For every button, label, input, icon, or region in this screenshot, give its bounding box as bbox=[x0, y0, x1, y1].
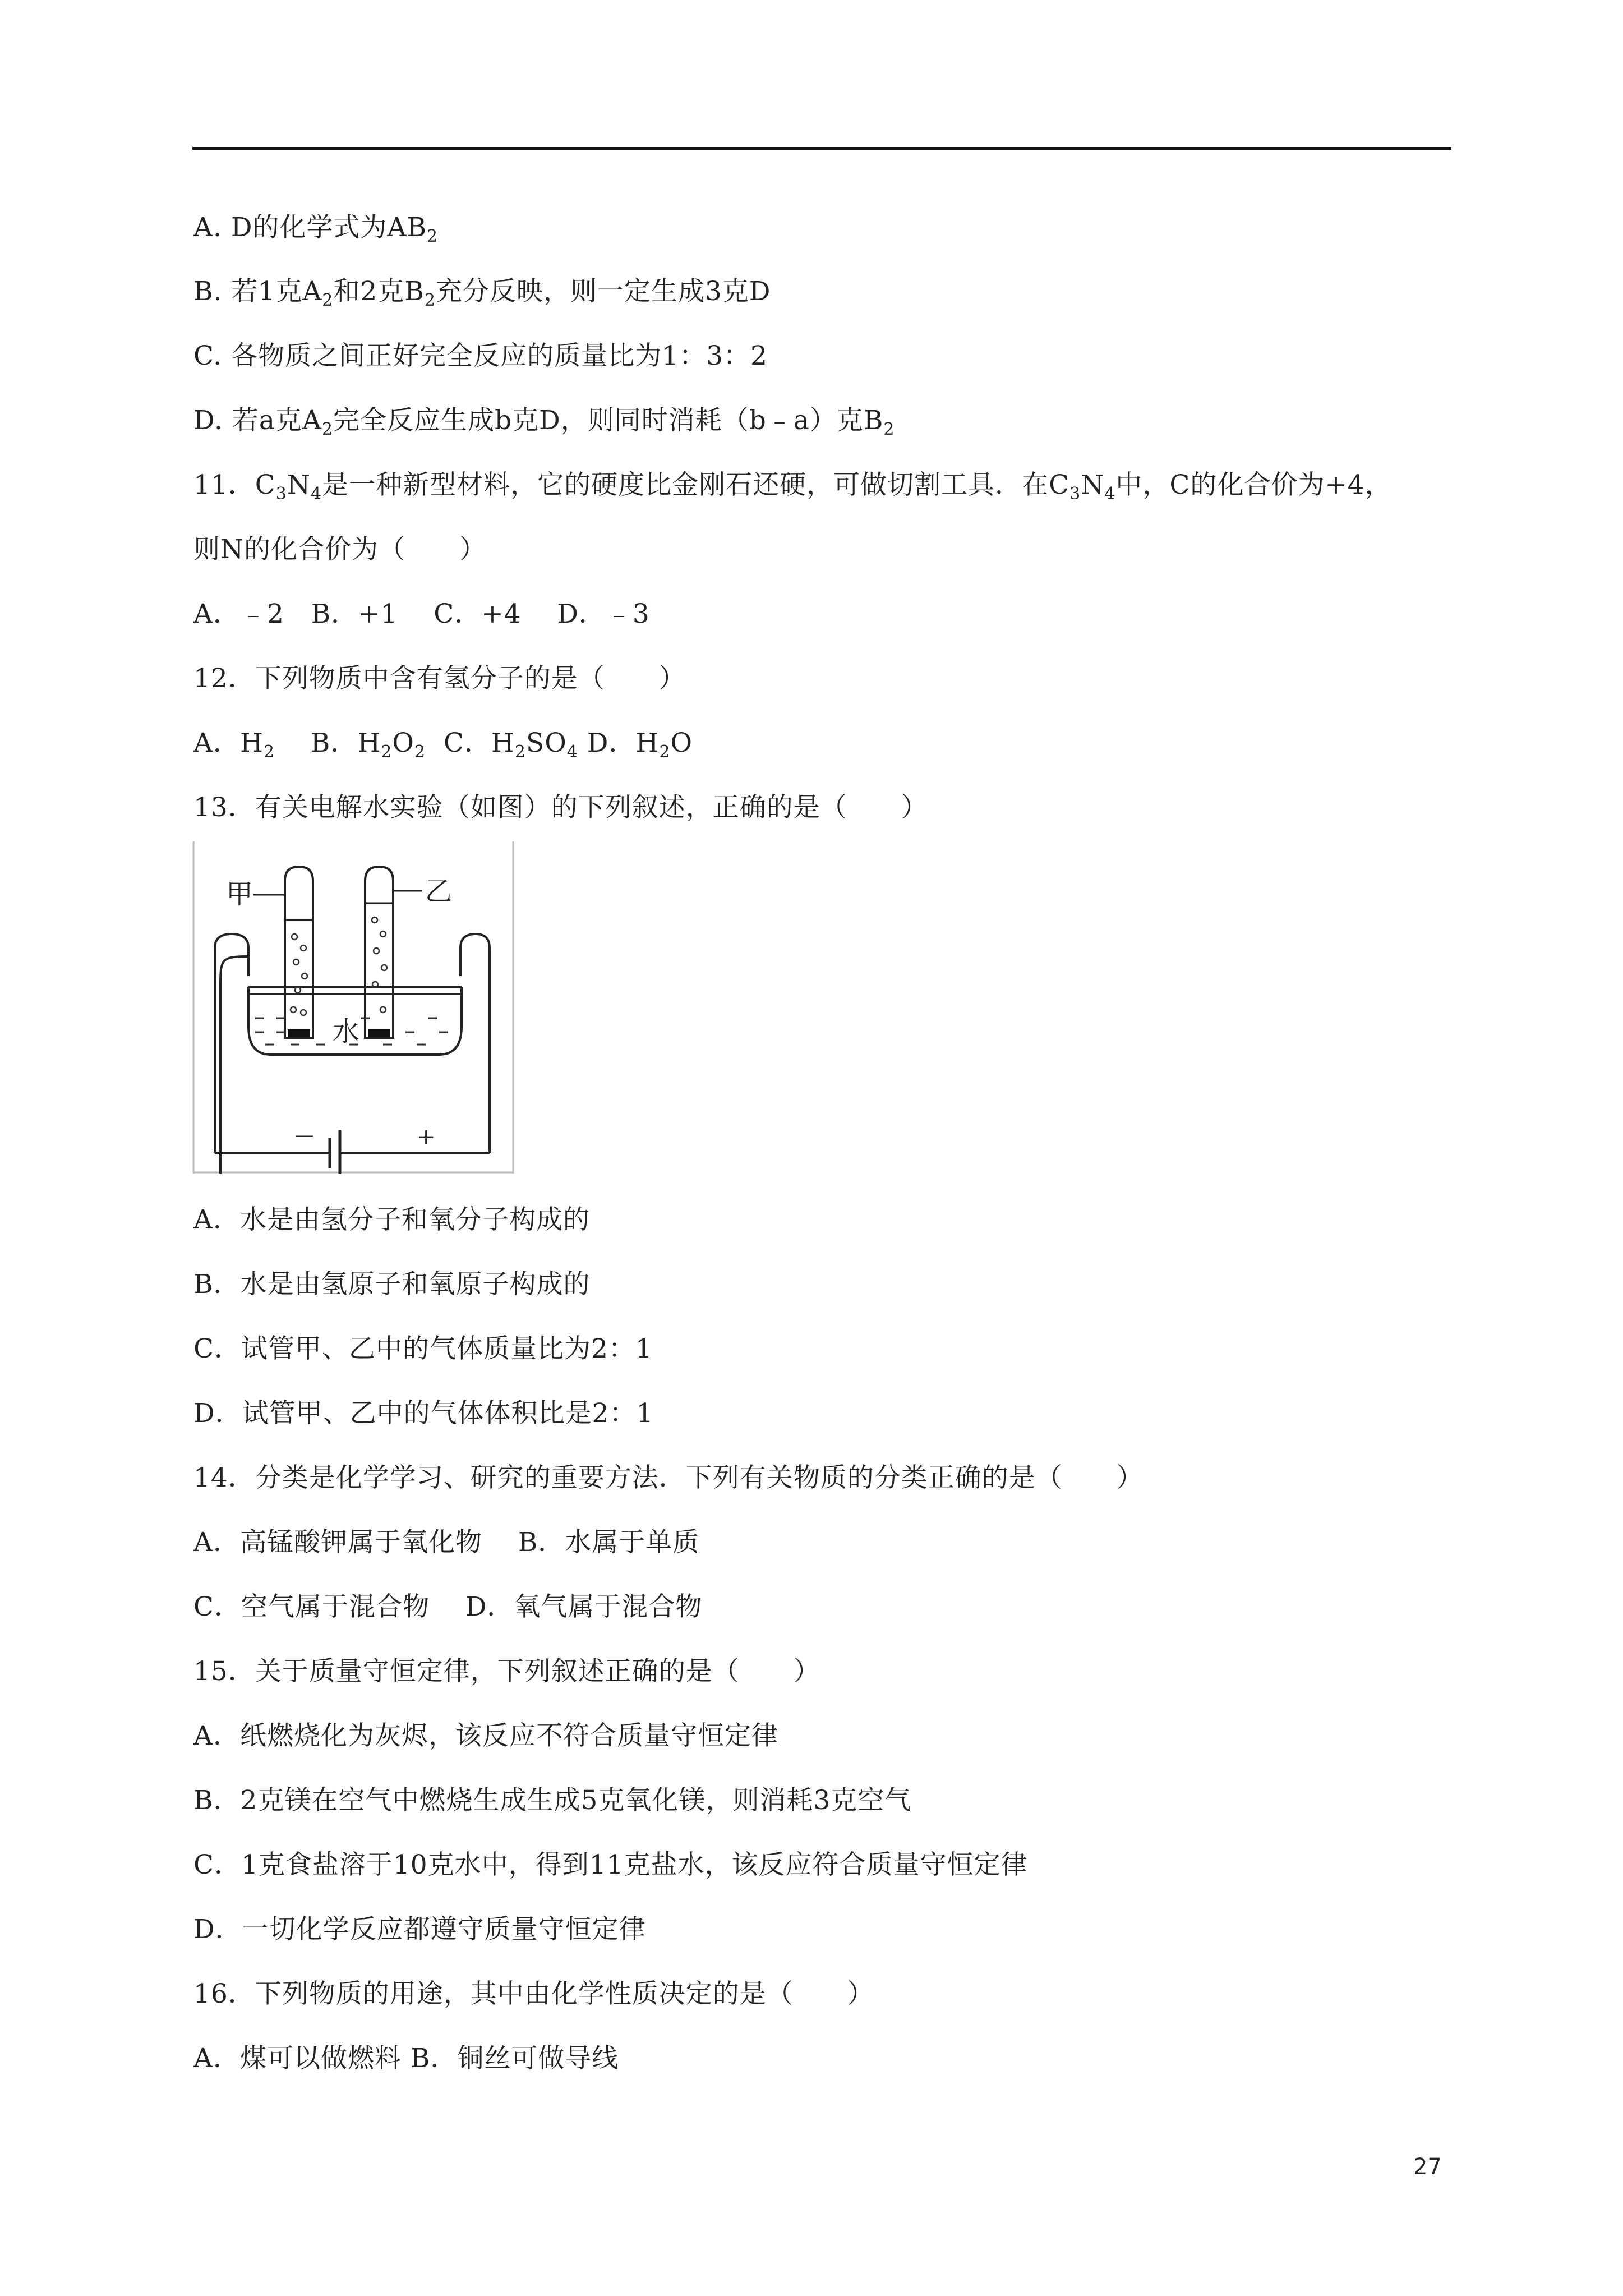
q15-option-d: D．一切化学反应都遵守质量守恒定律 bbox=[193, 1914, 646, 1945]
q15-option-a: A．纸燃烧化为灰烬，该反应不符合质量守恒定律 bbox=[193, 1720, 778, 1751]
q10-option-a: A. D的化学式为$AB_2$ bbox=[193, 212, 439, 246]
negative-terminal-label: － bbox=[293, 1124, 316, 1150]
electrolysis-diagram bbox=[192, 841, 517, 1174]
header-rule bbox=[192, 147, 1451, 150]
q16-stem: 16．下列物质的用途，其中由化学性质决定的是（ ） bbox=[193, 1978, 874, 2009]
q11-stem-line2: 则N的化合价为（ ） bbox=[193, 534, 487, 565]
q15-option-b: B．2克镁在空气中燃烧生成生成5克氧化镁，则消耗3克空气 bbox=[193, 1785, 912, 1816]
q13-option-d: D．试管甲、乙中的气体体积比是2：1 bbox=[193, 1398, 654, 1429]
tube-label-yi: 乙 bbox=[425, 876, 453, 907]
circuit-wire bbox=[220, 956, 248, 1174]
positive-terminal-label: + bbox=[417, 1124, 436, 1150]
q14-stem: 14．分类是化学学习、研究的重要方法．下列有关物质的分类正确的是（ ） bbox=[193, 1462, 1144, 1493]
q10-option-c: C. 各物质之间正好完全反应的质量比为1：3：2 bbox=[193, 341, 768, 371]
tube-label-jia: 甲 bbox=[226, 878, 253, 910]
q15-option-c: C．1克食盐溶于10克水中，得到11克盐水，该反应符合质量守恒定律 bbox=[193, 1849, 1028, 1880]
q13-option-a: A．水是由氢分子和氧分子构成的 bbox=[193, 1204, 590, 1235]
q12-options: A．$H_2$ B．$H_2O_2$ C．$H_2SO_4$ D．$H_2O$ bbox=[193, 728, 693, 762]
page-number: 27 bbox=[1413, 2154, 1442, 2180]
q14-options-ab: A．高锰酸钾属于氧化物 B．水属于单质 bbox=[193, 1527, 700, 1558]
q12-stem: 12．下列物质中含有氢分子的是（ ） bbox=[193, 663, 686, 694]
q15-stem: 15．关于质量守恒定律，下列叙述正确的是（ ） bbox=[193, 1656, 820, 1687]
q13-stem: 13．有关电解水实验（如图）的下列叙述，正确的是（ ） bbox=[193, 792, 928, 823]
test-tube-left bbox=[285, 867, 313, 1038]
q11-options: A．﹣2 B．+1 C．+4 D．﹣3 bbox=[193, 599, 650, 629]
q13-option-b: B．水是由氢原子和氧原子构成的 bbox=[193, 1269, 591, 1300]
q13-option-c: C．试管甲、乙中的气体质量比为2：1 bbox=[193, 1333, 653, 1364]
q10-option-d: D. 若a克$A_2$完全反应生成b克D，则同时消耗（b﹣a）克$B_2$ bbox=[193, 405, 895, 439]
q11-stem-line1: 11．$C_3N_4$是一种新型材料，它的硬度比金刚石还硬，可做切割工具．在$C_3N_4$中，C的化合价为+4， bbox=[193, 470, 1392, 504]
q14-options-cd: C．空气属于混合物 D．氧气属于混合物 bbox=[193, 1591, 703, 1622]
q16-options-ab: A．煤可以做燃料 B．铜丝可做导线 bbox=[193, 2043, 619, 2074]
water-label: 水 bbox=[333, 1016, 360, 1047]
q10-option-b: B. 若1克$A_2$和2克$B_2$充分反映，则一定生成3克D bbox=[193, 276, 771, 310]
